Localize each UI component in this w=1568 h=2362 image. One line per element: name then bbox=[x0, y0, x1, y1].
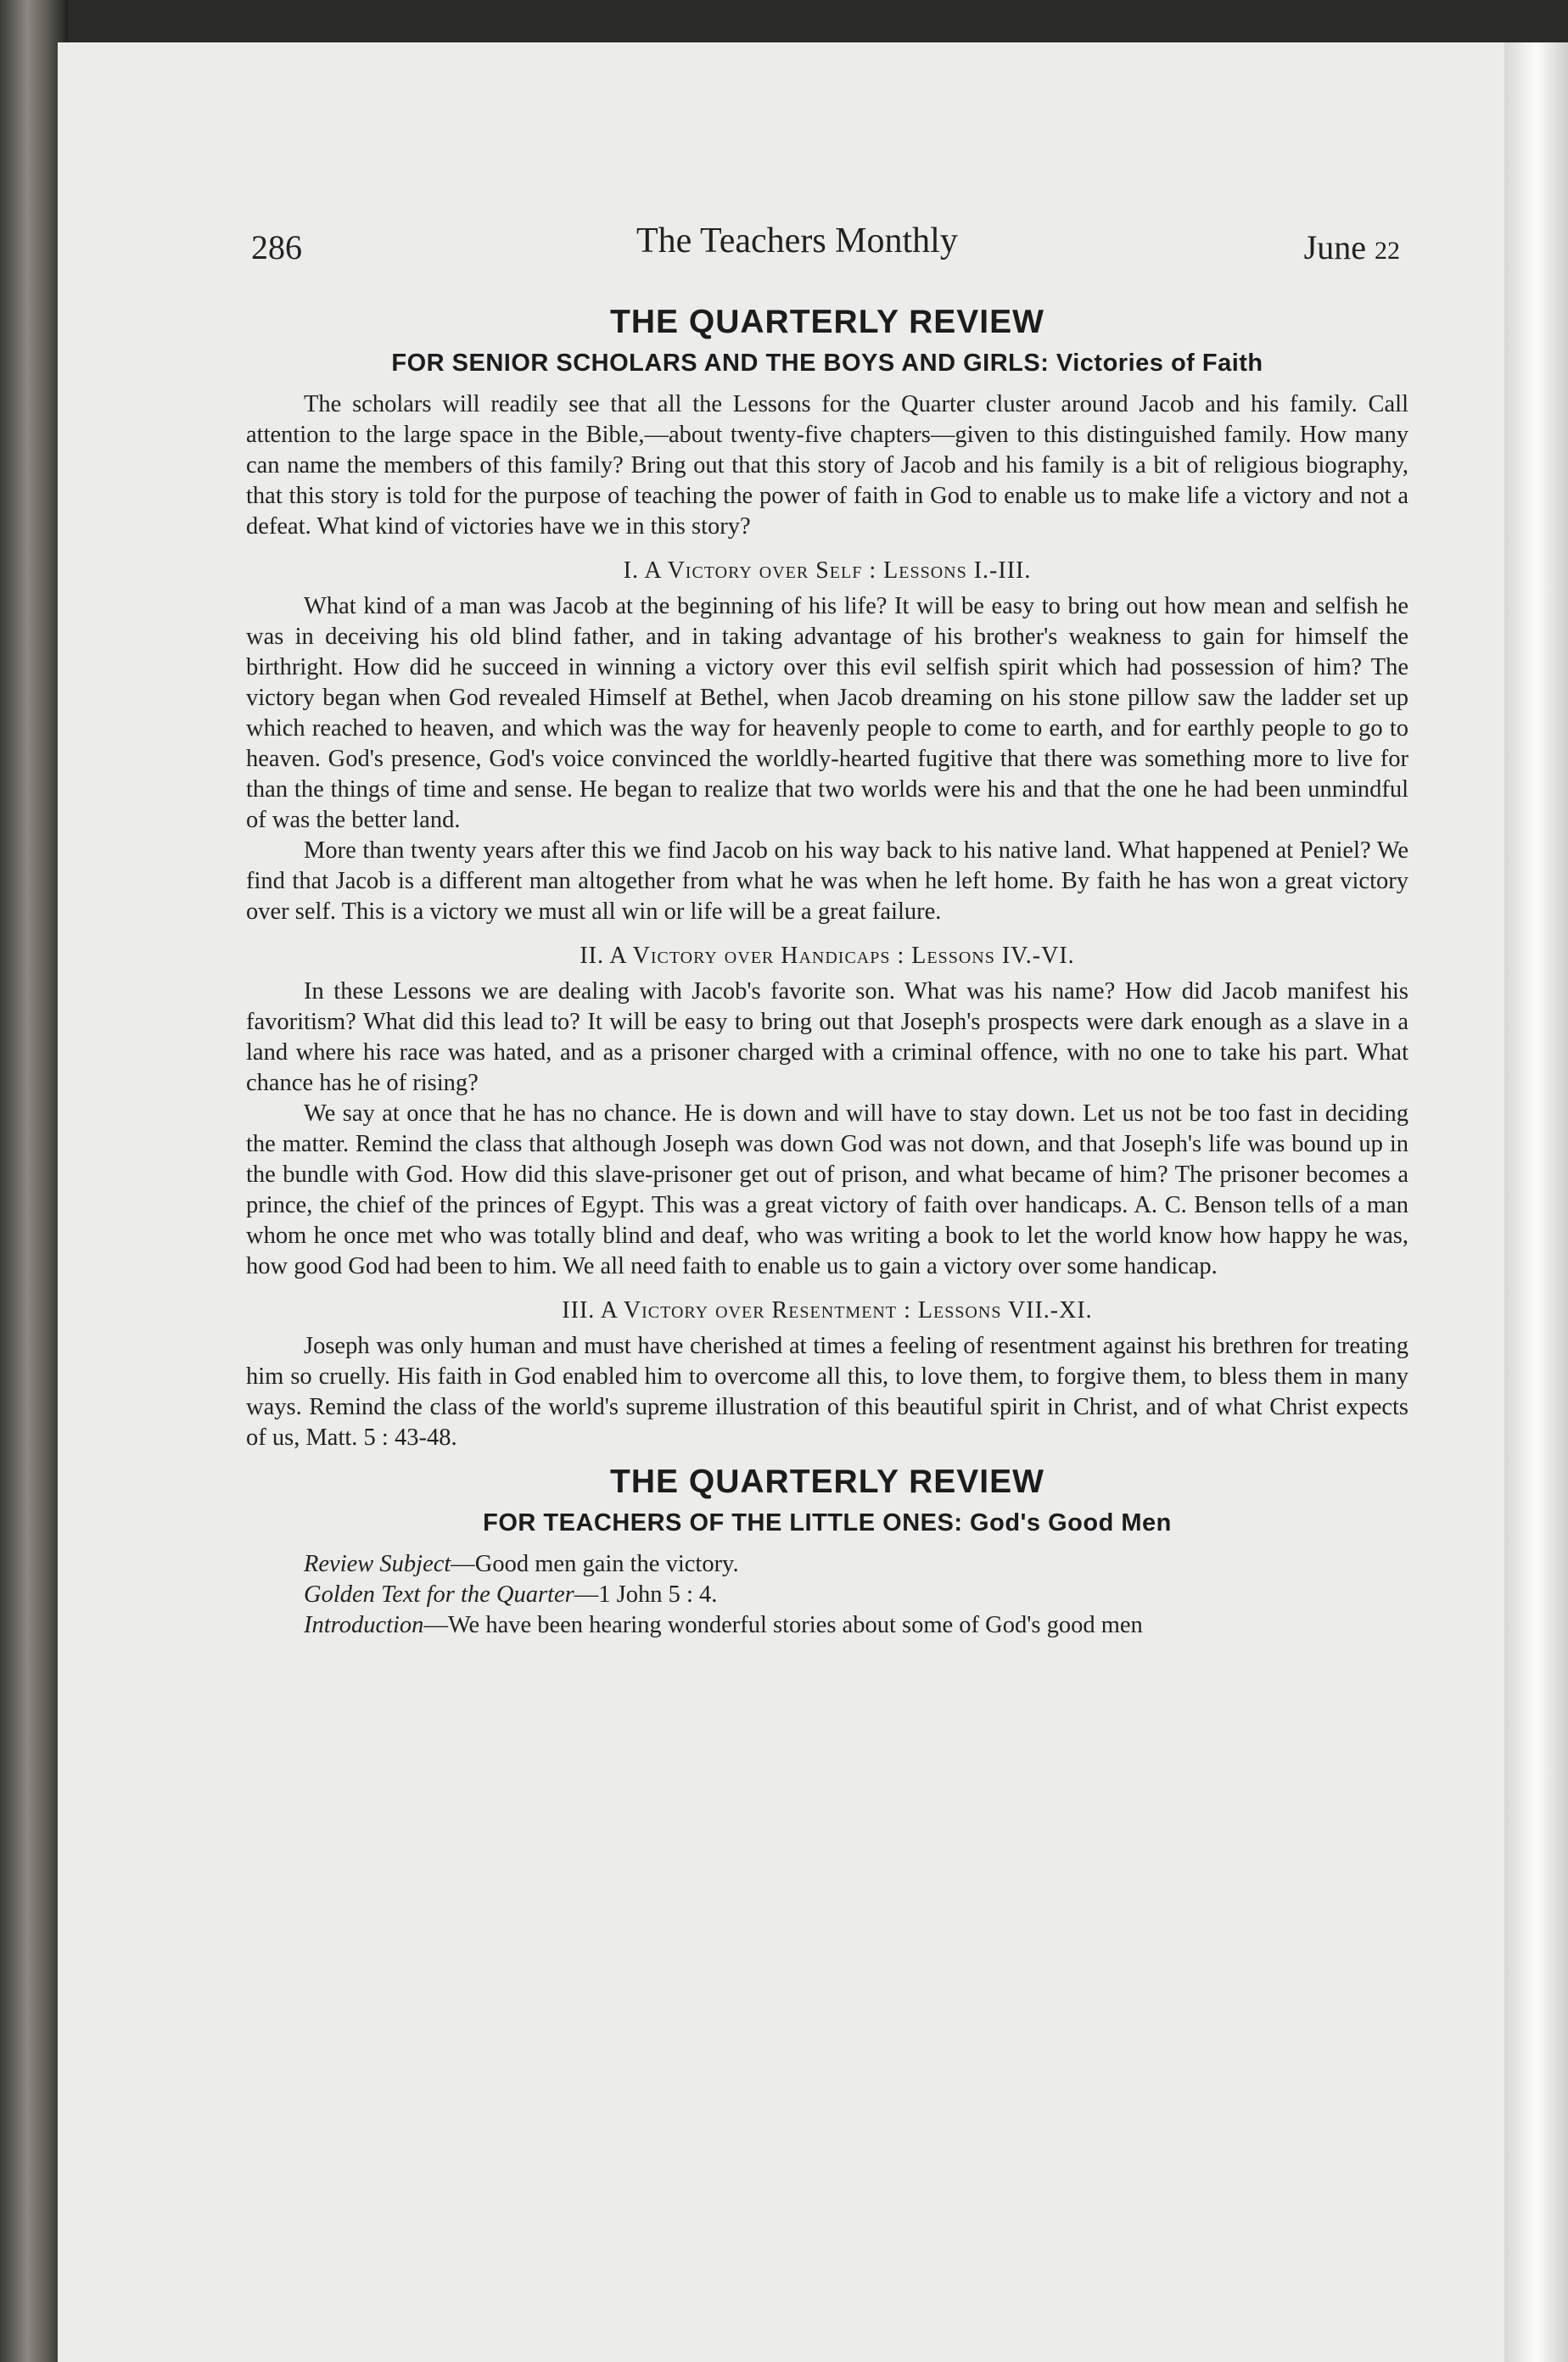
part-two-paragraph-2: We say at once that he has no chance. He is down and will have to stay down. Let us not be too fast in deciding the matter. Remind the class that although Joseph was down God was not down, and that Joseph's life was bound up in the bundle with God. How did this slave-prisoner get out of prison, and what became of him? The prisoner becomes a prince, the chief of the princes of Egypt. This was a great victory of faith over handicaps. A. C. Benson tells of a man whom he once met who was totally blind and deaf, who was writing a book to let the world know how happy he was, how good God had been to him. We all need faith to enable us to gain a victory over some handicap. bbox=[246, 1100, 1408, 1279]
little-ones-review-title: THE QUARTERLY REVIEW bbox=[610, 1464, 1044, 1500]
little-ones-review-subtitle: FOR TEACHERS OF THE LITTLE ONES: God's Good Men bbox=[483, 1509, 1172, 1536]
part-two-paragraph-1: In these Lessons we are dealing with Jacob's favorite son. What was his name? How did Jacob manifest his favoritism? What did this lead to? It will be easy to bring out that Joseph's prospects were dark enough as a slave in a land where his race was hated, and as a prisoner charged with a criminal offence, with no one to take his part. What chance has he of rising? bbox=[246, 978, 1408, 1096]
introduction-label: Introduction bbox=[304, 1612, 424, 1638]
page-content bbox=[246, 221, 1408, 1641]
golden-text-line bbox=[246, 1580, 1408, 1610]
part-two-heading: II. A Victory over Handicaps : Lessons IV.-VI. bbox=[580, 943, 1075, 969]
issue-date bbox=[1304, 227, 1400, 267]
journal-title: The Teachers Monthly bbox=[636, 221, 958, 260]
senior-intro-paragraph: The scholars will readily see that all the Lessons for the Quarter cluster around Jacob and his family. Call attention to the large space in the Bible,—about twenty-five chapters—given to this distinguished family. How many can name the members of this family? Bring out that this story of Jacob and his family is a bit of religious biography, that this story is told for the purpose of teaching the power of faith in God to enable us to make life a victory and not a defeat. What kind of victories have we in this story? bbox=[246, 391, 1408, 540]
golden-text-label: Golden Text for the Quarter bbox=[304, 1581, 574, 1608]
introduction-text: —We have been hearing wonderful stories about some of God's good men bbox=[423, 1612, 1143, 1638]
golden-text-text: —1 John 5 : 4. bbox=[574, 1581, 718, 1608]
part-one-heading: I. A Victory over Self : Lessons I.-III. bbox=[623, 557, 1032, 584]
running-head bbox=[246, 221, 1408, 271]
part-three-heading: III. A Victory over Resentment : Lessons VII.-XI. bbox=[562, 1297, 1093, 1324]
review-subject-line bbox=[246, 1549, 1408, 1580]
part-one-paragraph-1: What kind of a man was Jacob at the beginning of his life? It will be easy to bring out how mean and selfish he was in deceiving his old blind father, and in taking advantage of his brother's weakness to gain for himself the birthright. How did he succeed in winning a victory over this evil selfish spirit which had possession of him? The victory began when God revealed Himself at Bethel, when Jacob dreaming on his stone pillow saw the ladder set up which reached to heaven, and which was the way for heavenly people to come to earth, and for earthly people to go to heaven. God's presence, God's voice convinced the worldly-hearted fugitive that there was something more to live for than the things of time and sense. He began to realize that two worlds were his and that the one he had been unmindful of was the better land. bbox=[246, 593, 1408, 833]
review-subject-label: Review Subject bbox=[304, 1551, 451, 1577]
page-number: 286 bbox=[251, 228, 302, 266]
introduction-line bbox=[246, 1610, 1408, 1641]
issue-month: June bbox=[1303, 228, 1366, 266]
senior-review-title: THE QUARTERLY REVIEW bbox=[610, 304, 1044, 340]
issue-year: 22 bbox=[1375, 237, 1400, 265]
senior-review-subtitle: FOR SENIOR SCHOLARS AND THE BOYS AND GIRLS: Victories of Faith bbox=[391, 350, 1263, 377]
part-one-paragraph-2: More than twenty years after this we find Jacob on his way back to his native land. What happened at Peniel? We find that Jacob is a different man altogether from what he was when he left home. By faith he has won a great victory over self. This is a victory we must all win or life will be a great failure. bbox=[246, 837, 1408, 925]
review-subject-text: —Good men gain the victory. bbox=[451, 1551, 739, 1577]
page-edge bbox=[1504, 42, 1568, 2362]
part-three-paragraph-1: Joseph was only human and must have cherished at times a feeling of resentment against his brethren for treating him so cruelly. His faith in God enabled him to overcome all this, to love them, to forgive them, to bless them in many ways. Remind the class of the world's supreme illustration of this beautiful spirit in Christ, and of what Christ expects of us, Matt. 5 : 43-48. bbox=[246, 1333, 1408, 1451]
